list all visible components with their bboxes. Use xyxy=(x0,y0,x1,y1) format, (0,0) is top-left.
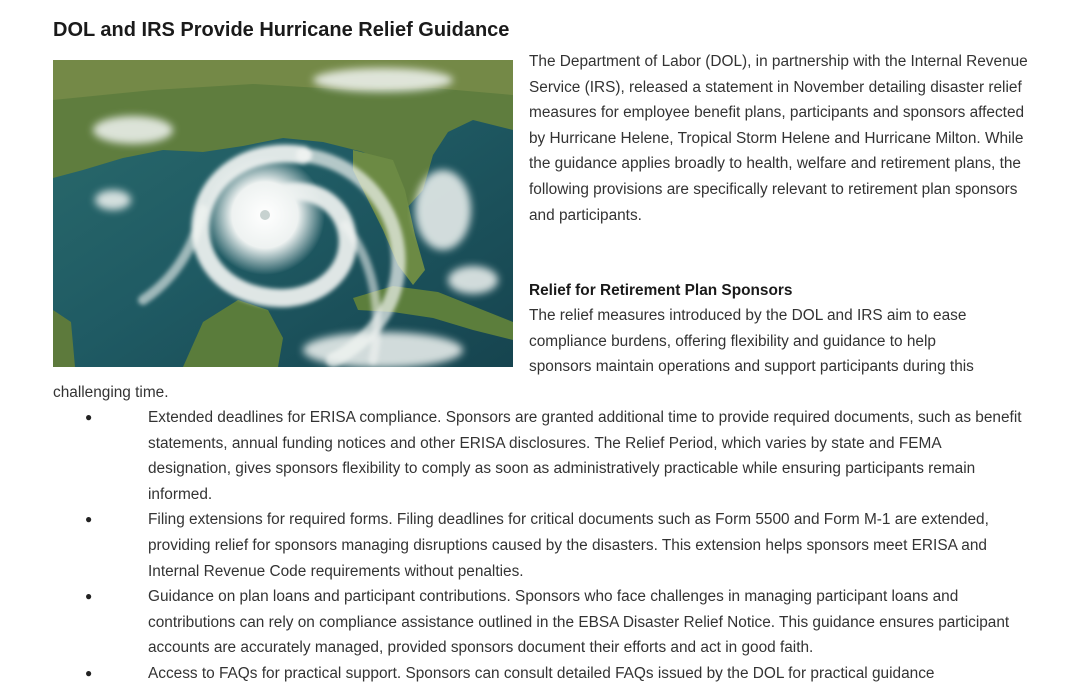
bullet-text: Filing extensions for required forms. Filing deadlines for critical documents such as Form 5500 and Form M-1 are extended, providing relief for sponsors managing disruptions caused by the disasters. This extension helps sponsors meet ERISA and Internal Revenue Code requirements without penalties. xyxy=(148,511,989,580)
bullet-text: Extended deadlines for ERISA compliance. Sponsors are granted additional time to provide required documents, such as benefit statements, annual funding notices and other ERISA disclosures. The Relief Period, which varies by state and FEMA designation, gives sponsors flexibility to comply as soon as administratively practicable while ensuring participants remain informed. xyxy=(148,409,1022,503)
hurricane-satellite-icon xyxy=(53,60,513,367)
section-heading: Relief for Retirement Plan Sponsors xyxy=(529,282,793,299)
bullet-text: Guidance on plan loans and participant contributions. Sponsors who face challenges in managing participant loans and contributions can rely on compliance assistance outlined in the EBSA Disaster Relief Notice. This guidance ensures participant accounts are accurately managed, provided sponsors document their efforts and act in good faith. xyxy=(148,588,1010,657)
section-line-continuation: challenging time. xyxy=(53,384,169,401)
bullet-dot-icon: ● xyxy=(85,665,93,680)
bullet-dot-icon: ● xyxy=(85,410,93,424)
section-line: compliance burdens, offering flexibility and guidance to help xyxy=(529,333,936,350)
bullet-item xyxy=(0,507,1028,584)
hurricane-satellite-image xyxy=(53,60,513,367)
bullet-item xyxy=(0,405,1028,507)
section-line: sponsors maintain operations and support participants during this xyxy=(529,358,974,375)
relief-bullet-list xyxy=(0,405,1080,687)
intro-paragraph: The Department of Labor (DOL), in partnership with the Internal Revenue Service (IRS), released a statement in November detailing disaster relief measures for employee benefit plans, participants and sponsors affected by Hurricane Helene, Tropical Storm Helene and Hurricane Milton. While the guidance applies broadly to health, welfare and retirement plans, the following provisions are specifically relevant to retirement plan sponsors and participants. xyxy=(529,53,1028,224)
section-line: The relief measures introduced by the DOL and IRS aim to ease xyxy=(529,307,967,324)
bullet-dot-icon: ● xyxy=(85,589,93,604)
bullet-text: Access to FAQs for practical support. Sponsors can consult detailed FAQs issued by the DOL for practical guidance xyxy=(148,664,935,682)
bullet-item xyxy=(0,584,1028,661)
bullet-item xyxy=(0,661,1028,687)
article-title: DOL and IRS Provide Hurricane Relief Guidance xyxy=(53,19,510,41)
bullet-dot-icon: ● xyxy=(85,512,93,527)
